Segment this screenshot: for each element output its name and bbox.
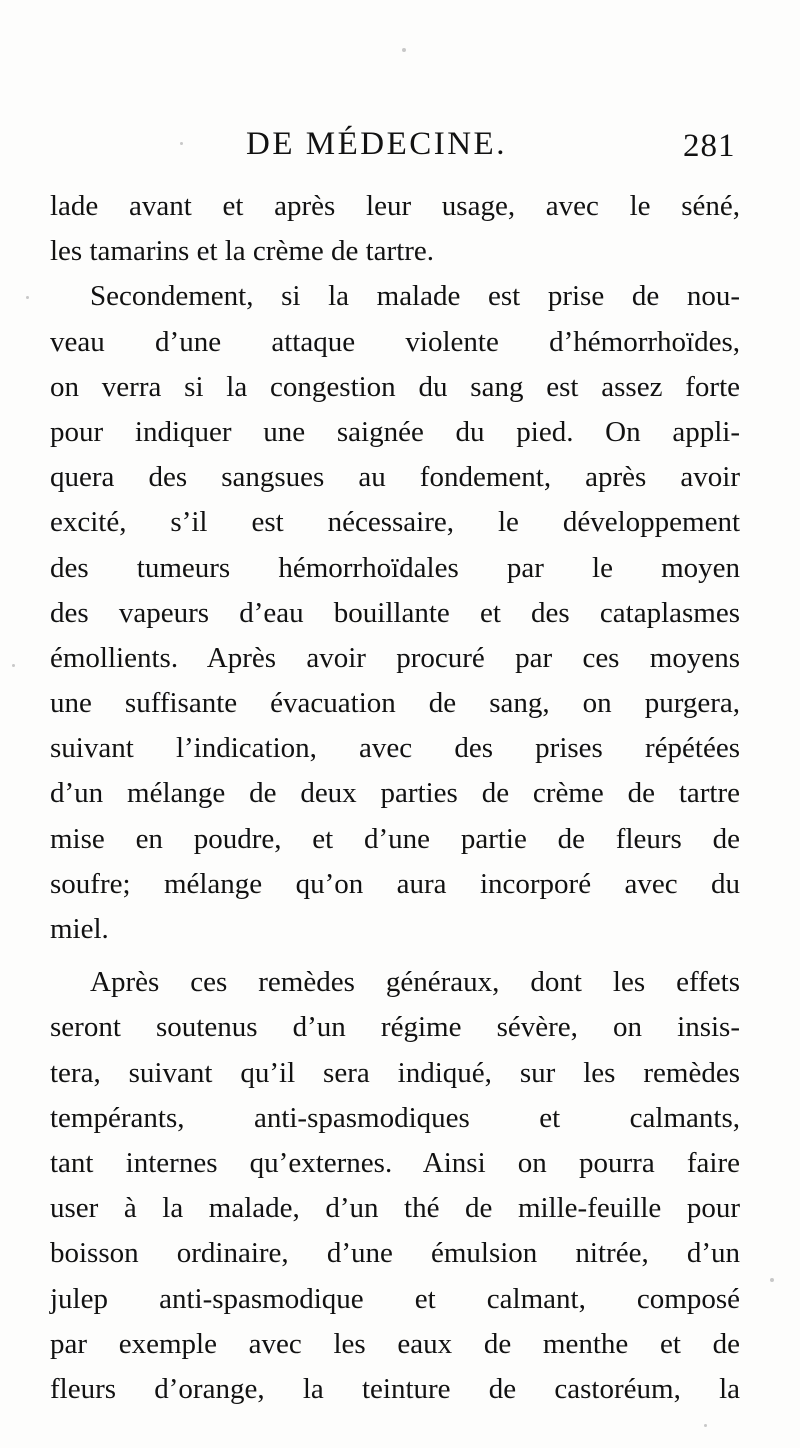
paper-speck (180, 142, 183, 145)
text-line: tant internes qu’externes. Ainsi on pourra faire (50, 1146, 740, 1179)
text-line: suivant l’indication, avec des prises répétées (50, 732, 740, 765)
text-line: boisson ordinaire, d’une émulsion nitrée, d’un (50, 1237, 740, 1270)
paper-speck (704, 1424, 707, 1427)
text-line: Après ces remèdes généraux, dont les effets (90, 966, 740, 999)
text-line: des tumeurs hémorrhoïdales par le moyen (50, 551, 740, 584)
body-text (50, 184, 740, 1412)
text-line: mise en poudre, et d’une partie de fleurs de (50, 822, 740, 855)
page-header (0, 126, 800, 170)
text-line: par exemple avec les eaux de menthe et de (50, 1327, 740, 1360)
text-line: seront soutenus d’un régime sévère, on insis- (50, 1011, 740, 1044)
text-line: miel. (50, 913, 109, 945)
paper-speck (12, 664, 15, 667)
text-line: excité, s’il est nécessaire, le développement (50, 506, 740, 539)
paragraph-gap (50, 952, 740, 960)
text-line: pour indiquer une saignée du pied. On appli- (50, 415, 740, 448)
text-line: soufre; mélange qu’on aura incorporé avec du (50, 867, 740, 900)
text-line: tera, suivant qu’il sera indiqué, sur les remèdes (50, 1056, 740, 1089)
text-line: une suffisante évacuation de sang, on purgera, (50, 687, 740, 720)
text-line: quera des sangsues au fondement, après avoir (50, 461, 740, 494)
paper-speck (402, 48, 406, 52)
text-line: tempérants, anti-spasmodiques et calmants, (50, 1101, 740, 1134)
page-number: 281 (683, 128, 736, 164)
text-line: des vapeurs d’eau bouillante et des cataplasmes (50, 596, 740, 629)
text-line: d’un mélange de deux parties de crème de tartre (50, 777, 740, 810)
text-line: user à la malade, d’un thé de mille-feuille pour (50, 1192, 740, 1225)
text-line: les tamarins et la crème de tartre. (50, 235, 435, 268)
text-line: veau d’une attaque violente d’hémorrhoïdes, (50, 325, 740, 358)
text-line: julep anti-spasmodique et calmant, composé (50, 1282, 740, 1315)
text-line: lade avant et après leur usage, avec le séné, (50, 190, 740, 222)
text-line: fleurs d’orange, la teinture de castoréum, la (50, 1372, 740, 1405)
paper-speck (26, 296, 29, 299)
text-line: émollients. Après avoir procuré par ces moyens (50, 641, 740, 674)
running-title: DE MÉDECINE. (246, 126, 507, 162)
text-line: Secondement, si la malade est prise de nou- (90, 280, 740, 313)
text-line: on verra si la congestion du sang est assez forte (50, 370, 740, 403)
paper-speck (770, 1278, 774, 1282)
